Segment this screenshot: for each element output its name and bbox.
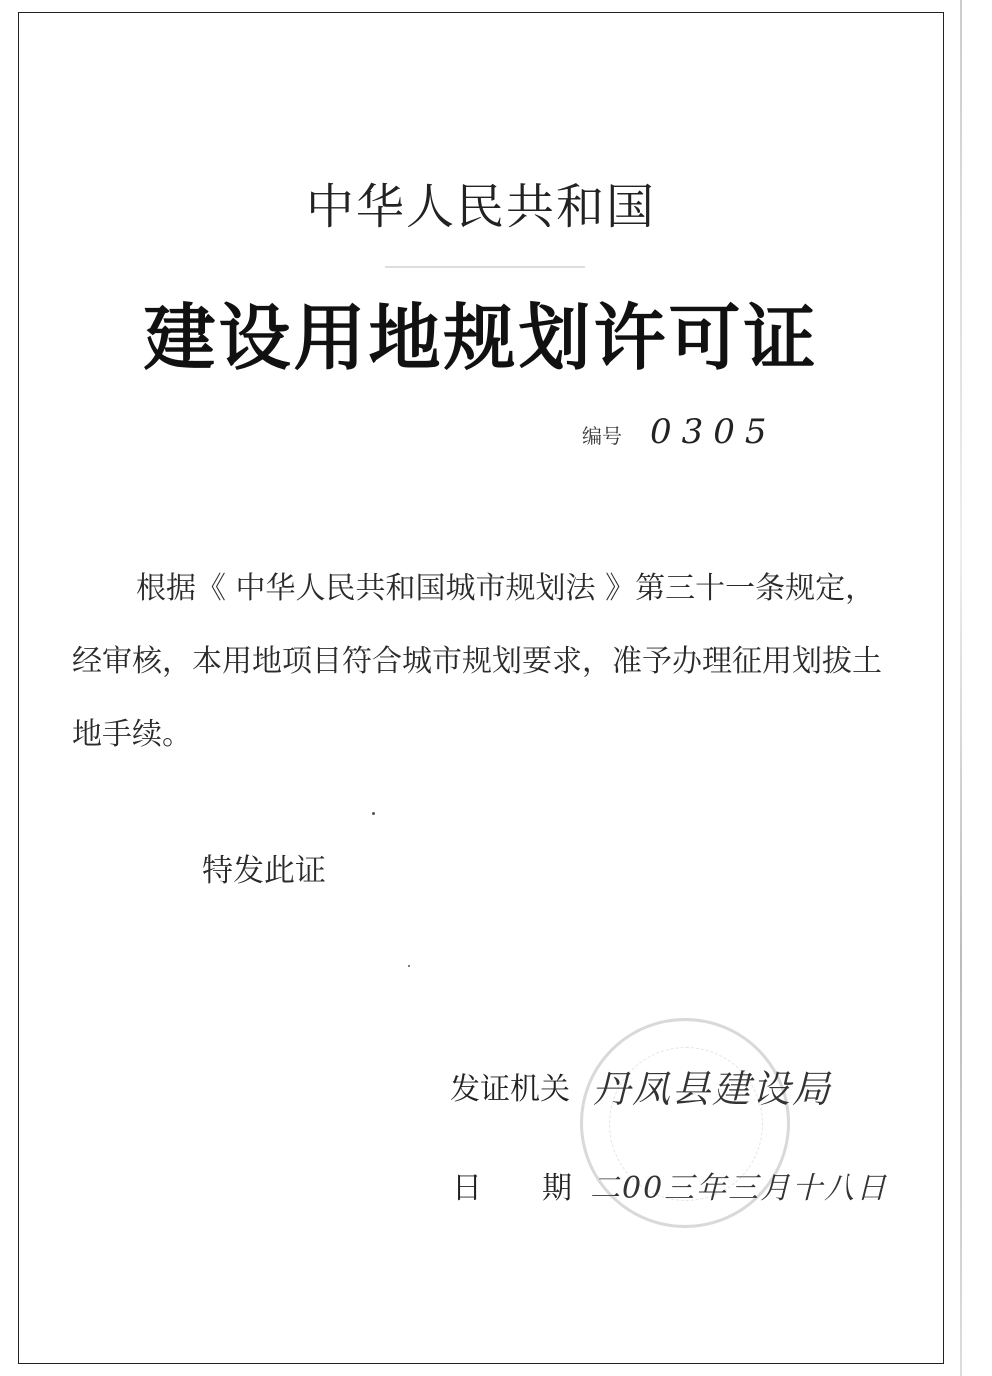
scan-speck xyxy=(408,965,410,967)
number-value: 0305 xyxy=(650,412,777,452)
body-paragraph: 根据《 中华人民共和国城市规划法 》第三十一条规定，经审核，本用地项目符合城市规划要求，准予办理征用划拔土地手续。 xyxy=(72,571,882,752)
issuer-signature: 丹凤县建设局 xyxy=(592,1067,833,1111)
issuer-label: 发证机关 xyxy=(450,1071,570,1107)
certificate-number xyxy=(582,412,777,452)
country-name: 中华人民共和国 xyxy=(305,179,656,235)
divider xyxy=(385,266,585,268)
scan-speck xyxy=(372,812,375,815)
date-row xyxy=(452,1163,888,1207)
issuer-row xyxy=(450,1058,832,1113)
date-label: 日期 xyxy=(452,1171,632,1206)
closing-text: 特发此证 xyxy=(202,853,326,889)
document-title: 建设用地规划许可证 xyxy=(143,296,819,380)
number-label: 编号 xyxy=(582,424,622,448)
date-value: 二00三年三月十八日 xyxy=(590,1171,889,1206)
